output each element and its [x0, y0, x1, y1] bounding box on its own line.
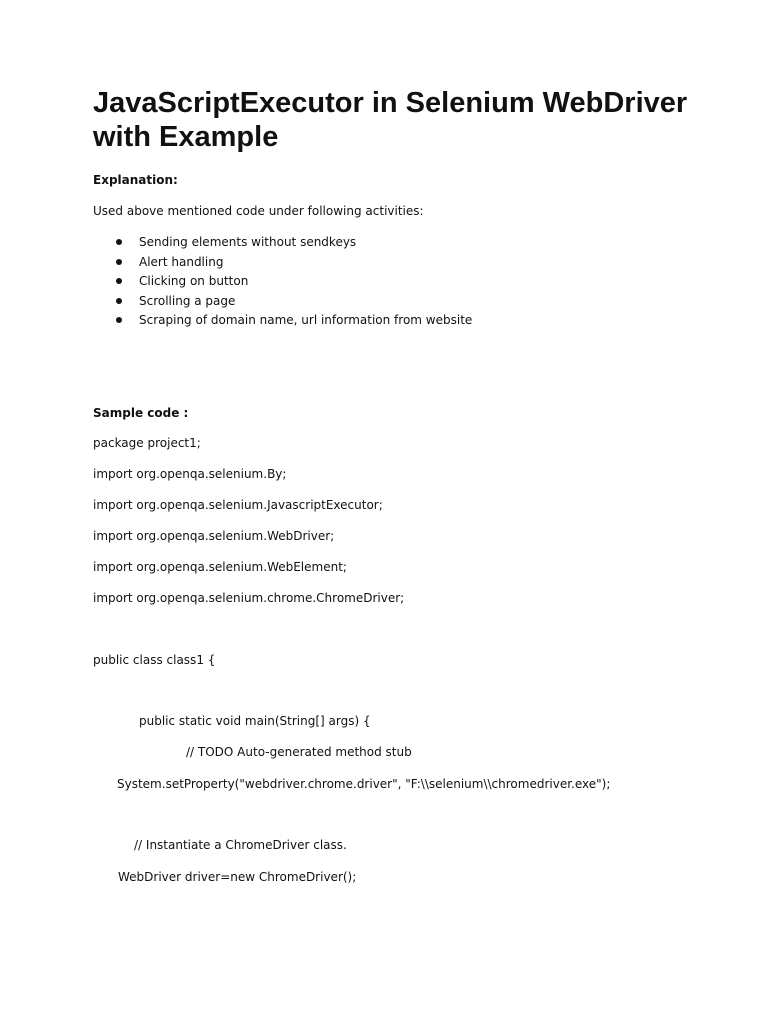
- list-item-text: Sending elements without sendkeys: [139, 235, 357, 249]
- code-line-import-chromedriver: import org.openqa.selenium.chrome.ChromeDriver;: [93, 591, 405, 605]
- list-item-text: Scrolling a page: [139, 293, 236, 308]
- code-line-instantiate-comment: // Instantiate a ChromeDriver class.: [134, 838, 347, 852]
- list-item: [93, 254, 224, 274]
- list-item: [93, 273, 249, 293]
- code-line-package: package project1;: [93, 436, 201, 450]
- bullet-icon: [116, 298, 122, 304]
- list-item: [93, 234, 357, 254]
- code-line-set-property: System.setProperty("webdriver.chrome.driver", "F:\\selenium\\chromedriver.exe");: [117, 777, 611, 791]
- code-line-import-javascriptexecutor: import org.openqa.selenium.JavascriptExecutor;: [93, 498, 383, 512]
- sample-code-heading: Sample code :: [93, 406, 189, 420]
- bullet-icon: [116, 259, 122, 265]
- list-item: [93, 312, 473, 332]
- code-line-import-by: import org.openqa.selenium.By;: [93, 467, 287, 481]
- code-line-import-webdriver: import org.openqa.selenium.WebDriver;: [93, 529, 335, 543]
- document-title: JavaScriptExecutor in Selenium WebDriver with Example: [93, 87, 688, 153]
- list-item: [93, 293, 236, 313]
- intro-text: Used above mentioned code under following activities:: [93, 204, 424, 218]
- bullet-icon: [116, 317, 122, 323]
- code-line-todo-comment: // TODO Auto-generated method stub: [186, 745, 412, 759]
- list-item-text: Alert handling: [139, 254, 224, 269]
- bullet-icon: [116, 278, 122, 284]
- list-item-text: Clicking on button: [139, 274, 249, 288]
- code-line-driver-declaration: WebDriver driver=new ChromeDriver();: [118, 870, 357, 884]
- code-line-import-webelement: import org.openqa.selenium.WebElement;: [93, 560, 347, 574]
- bullet-icon: [116, 239, 122, 245]
- activity-list: [93, 234, 473, 332]
- explanation-heading: Explanation:: [93, 173, 178, 187]
- code-line-main-declaration: public static void main(String[] args) {: [139, 714, 371, 728]
- code-line-class-declaration: public class class1 {: [93, 653, 216, 667]
- list-item-text: Scraping of domain name, url information from website: [139, 313, 473, 327]
